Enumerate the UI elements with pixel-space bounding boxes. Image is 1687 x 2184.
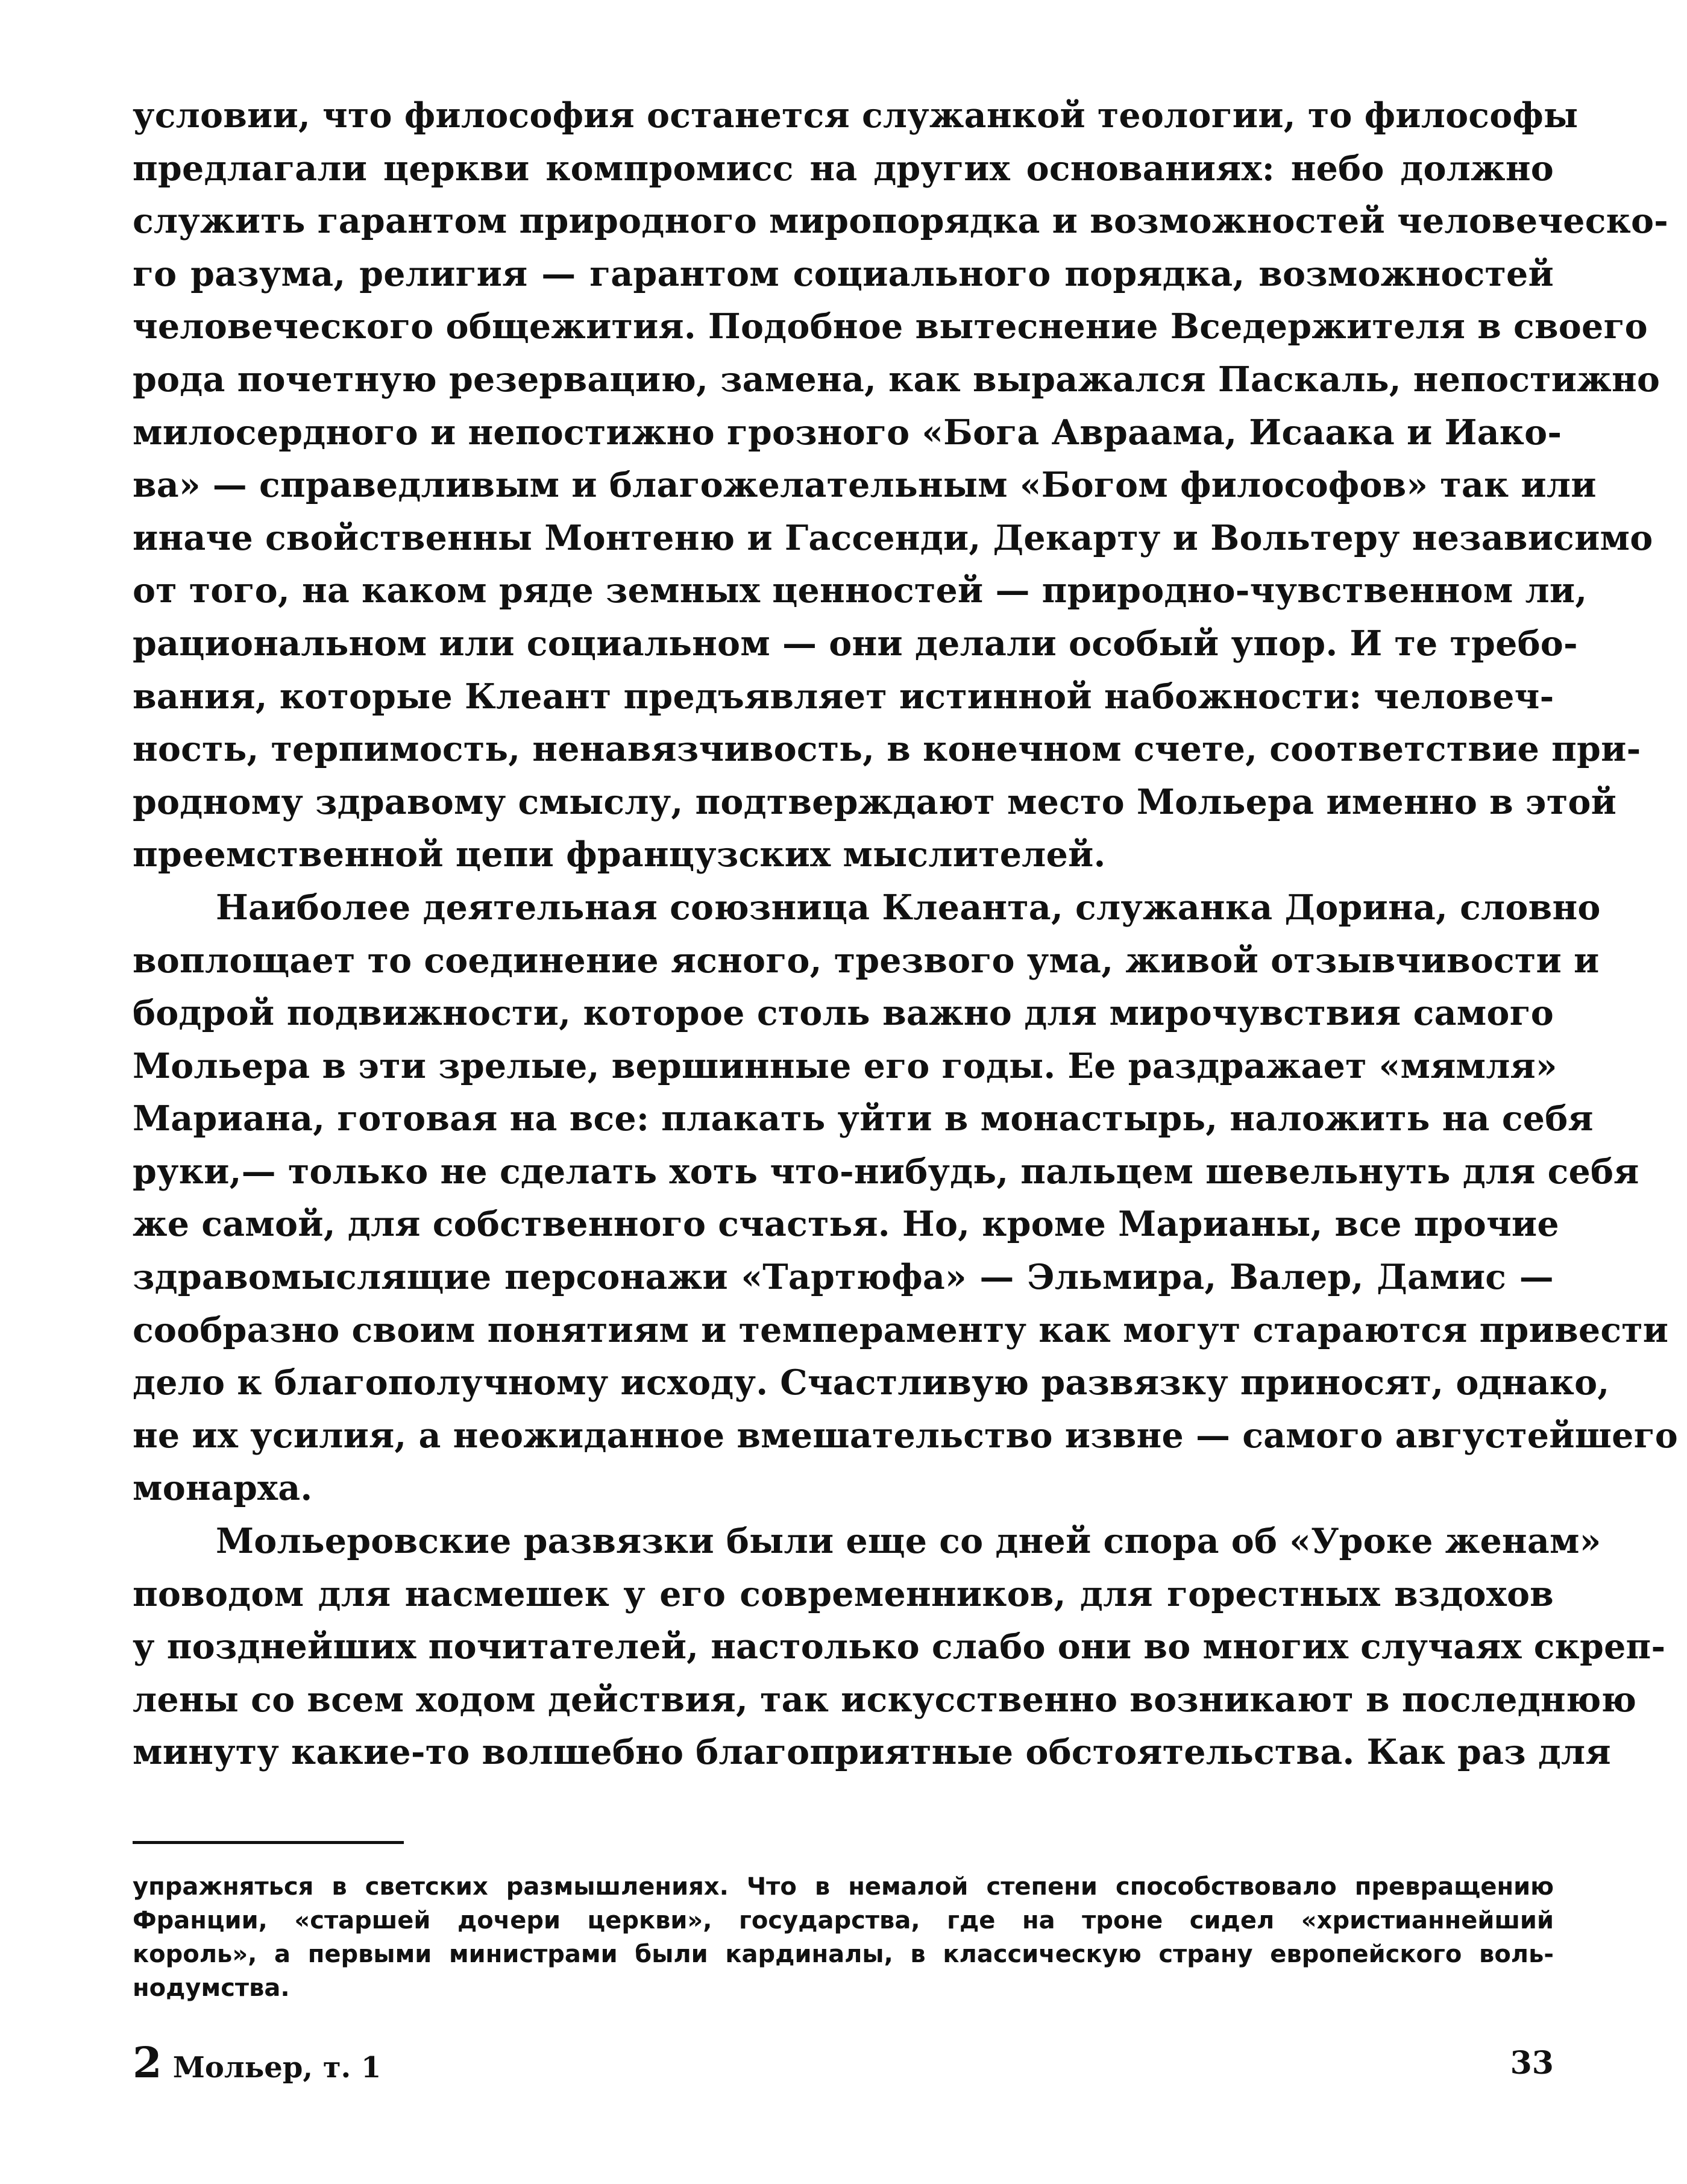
- text-line: вания, которые Клеант предъявляет истинной набожности: человеч-: [133, 676, 1554, 717]
- text-line: воплощает то соединение ясного, трезвого ума, живой отзывчивости и: [133, 940, 1600, 981]
- text-line: лены со всем ходом действия, так искусственно возникают в последнюю: [133, 1679, 1637, 1720]
- text-line: ва» — справедливым и благожелательным «Богом философов» так или: [133, 465, 1597, 506]
- text-line: Мольеровские развязки были еще со дней спора об «Уроке женам»: [216, 1521, 1601, 1562]
- footnote-line: нодумства.: [133, 1974, 290, 2002]
- footnote-line: король», а первыми министрами были кардиналы, в классическую страну европейского воль-: [133, 1940, 1554, 1968]
- signature-number: 2: [133, 2038, 162, 2088]
- text-line: же самой, для собственного счастья. Но, кроме Марианы, все прочие: [133, 1204, 1559, 1245]
- signature-text: Мольер, т. 1: [172, 2051, 382, 2085]
- footnote-line: упражняться в светских размышлениях. Что в немалой степени способствовало превращению: [133, 1873, 1554, 1901]
- text-line: иначе свойственны Монтеню и Гассенди, Декарту и Вольтеру независимо: [133, 517, 1653, 558]
- page-body: [133, 89, 1678, 1779]
- main-text: [133, 89, 1678, 1779]
- text-line: сообразно своим понятиям и темпераменту как могут стараются привести: [133, 1309, 1669, 1350]
- text-line: здравомыслящие персонажи «Тартюфа» — Эльмира, Валер, Дамис —: [133, 1257, 1554, 1298]
- text-line: рода почетную резервацию, замена, как выражался Паскаль, непостижно: [133, 359, 1660, 400]
- printer-signature: [133, 2038, 381, 2088]
- text-line: поводом для насмешек у его современников, для горестных вздохов: [133, 1573, 1554, 1614]
- text-line: руки,— только не сделать хоть что-нибудь, пальцем шевельнуть для себя: [133, 1151, 1639, 1192]
- text-line: условии, что философия останется служанкой теологии, то философы: [133, 95, 1579, 136]
- text-line: у позднейших почитателей, настолько слабо они во многих случаях скреп-: [133, 1626, 1666, 1667]
- text-line: служить гарантом природного миропорядка и возможностей человеческо-: [133, 201, 1669, 242]
- footnote-line: Франции, «старшей дочери церкви», государства, где на троне сидел «христианнейший: [133, 1907, 1554, 1934]
- footnote-divider: [133, 1841, 404, 1844]
- text-line: родному здравому смыслу, подтверждают место Мольера именно в этой: [133, 781, 1617, 822]
- text-line: дело к благополучному исходу. Счастливую развязку приносят, однако,: [133, 1362, 1610, 1403]
- text-line: ность, терпимость, ненавязчивость, в конечном счете, соответствие при-: [133, 729, 1641, 770]
- text-line: Наиболее деятельная союзница Клеанта, служанка Дорина, словно: [216, 887, 1601, 928]
- text-line: монарха.: [133, 1468, 313, 1509]
- text-line: предлагали церкви компромисс на других основаниях: небо должно: [133, 148, 1554, 189]
- text-line: не их усилия, а неожиданное вмешательство извне — самого августейшего: [133, 1415, 1678, 1456]
- text-line: от того, на каком ряде земных ценностей — природно-чувственном ли,: [133, 570, 1588, 611]
- text-line: милосердного и непостижно грозного «Бога Авраама, Исаака и Иако-: [133, 412, 1562, 453]
- text-line: преемственной цепи французских мыслителей.: [133, 834, 1106, 875]
- page-number: 33: [1510, 2045, 1554, 2082]
- text-line: Мариана, готовая на все: плакать уйти в монастырь, наложить на себя: [133, 1098, 1594, 1139]
- text-line: рациональном или социальном — они делали особый упор. И те требо-: [133, 623, 1578, 664]
- footnote: [133, 1870, 1554, 2005]
- text-line: Мольера в эти зрелые, вершинные его годы. Ее раздражает «мямля»: [133, 1045, 1557, 1086]
- text-line: минуту какие-то волшебно благоприятные обстоятельства. Как раз для: [133, 1732, 1611, 1773]
- text-line: бодрой подвижности, которое столь важно для мирочувствия самого: [133, 993, 1554, 1034]
- text-line: го разума, религия — гарантом социального порядка, возможностей: [133, 253, 1554, 294]
- text-line: человеческого общежития. Подобное вытеснение Вседержителя в своего: [133, 306, 1648, 347]
